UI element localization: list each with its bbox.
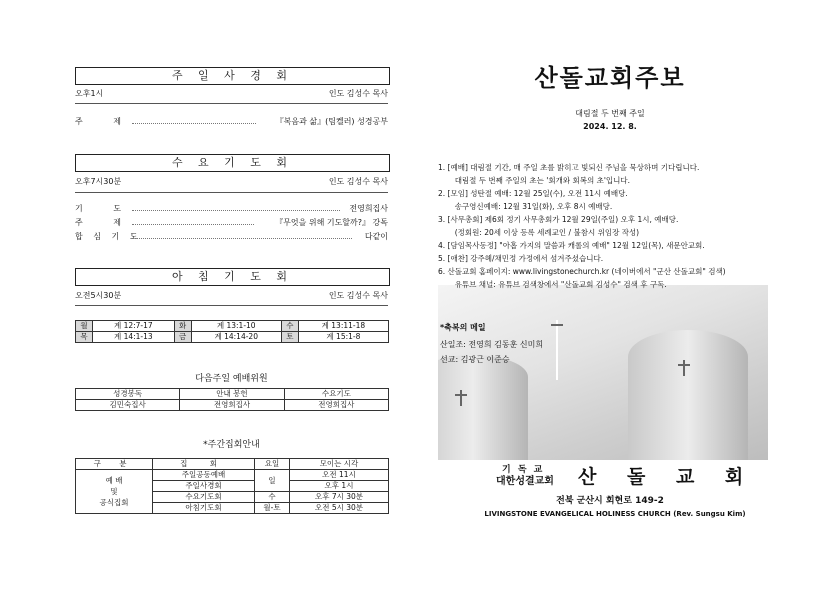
- divider: [75, 305, 388, 306]
- day-cell: 수: [281, 321, 298, 332]
- notice-line[interactable]: 6. 산돌교회 홈페이지: www.livingstonechurch.kr (네이버에서 "군산 산돌교회" 검색): [438, 267, 726, 276]
- value-cell: 전영희집사: [284, 400, 388, 411]
- sunday-theme-value: 『복음과 삶』(팀켈러) 성경공부: [275, 117, 388, 126]
- morning-info: [75, 290, 388, 302]
- leader-dots: [132, 238, 352, 239]
- next-week-table: [75, 388, 389, 411]
- weekly-table: [75, 458, 389, 514]
- header-cell: 요일: [255, 459, 290, 470]
- row-value: 『무엇을 위해 기도할까?』 강독: [275, 218, 388, 227]
- church-address: 전북 군산시 회현로 149-2: [556, 496, 664, 506]
- morning-schedule-table: [75, 320, 389, 343]
- bulletin-title: 산돌교회주보: [534, 63, 686, 92]
- sunday-leader: 인도 김성수 목사: [328, 89, 388, 98]
- leader-dots: [132, 210, 340, 211]
- wednesday-info: [75, 176, 388, 188]
- blessing-title: *축복의 메일: [440, 323, 486, 332]
- row-label: 주 제: [75, 218, 135, 227]
- event-day: 일: [255, 470, 290, 492]
- wednesday-time: 오후7시30분: [75, 177, 122, 186]
- event-day: 수: [255, 492, 290, 503]
- category-cell: 예 배 및 공식집회: [76, 470, 153, 514]
- sunday-title: 주 일 사 경 회: [75, 67, 390, 85]
- table-row: [76, 332, 389, 343]
- sunday-time: 오후1시: [75, 89, 104, 98]
- table-row: [76, 389, 389, 400]
- reading-cell: 계 14:1-13: [93, 332, 175, 343]
- event-time: 오전 11시: [290, 470, 389, 481]
- morning-leader: 인도 김성수 목사: [328, 291, 388, 300]
- day-cell: 금: [174, 332, 191, 343]
- notice-line: 유튜브 채널: 유튜브 검색창에서 "산돌교회 김성수" 검색 후 구독.: [438, 280, 667, 289]
- row-value: 다같이: [364, 232, 388, 241]
- divider: [75, 192, 388, 193]
- day-cell: 화: [174, 321, 191, 332]
- header-cell: 구 분: [76, 459, 153, 470]
- reading-cell: 계 14:14-20: [191, 332, 281, 343]
- notice-line: 대림절 두 번째 주일의 초는 '회개와 회복의 초'입니다.: [438, 176, 631, 185]
- notice-line: 4. [담임목사동정] "아홉 가지의 말씀과 캐롤의 예배" 12월 12일(목), 새문안교회.: [438, 241, 705, 250]
- church-english-name: LIVINGSTONE EVANGELICAL HOLINESS CHURCH (Rev. Sungsu Kim): [484, 510, 746, 518]
- denomination: 대한성결교회: [496, 476, 554, 487]
- notice-line: 2. [모임] 성탄절 예배: 12월 25일(수), 오전 11시 예배당.: [438, 189, 628, 198]
- weekly-title: *주간집회안내: [203, 440, 260, 450]
- cross-icon: [556, 320, 558, 380]
- day-cell: 목: [76, 332, 93, 343]
- blessing-line: 선교: 김광근 이준승: [440, 355, 510, 364]
- day-cell: 월: [76, 321, 93, 332]
- wednesday-row: [75, 217, 388, 229]
- row-label: 합 심 기 도: [75, 232, 142, 241]
- tower-right: [628, 330, 748, 460]
- event-name: 아침기도회: [153, 503, 255, 514]
- event-time: 오후 7시 30분: [290, 492, 389, 503]
- morning-title: 아 침 기 도 회: [75, 268, 390, 286]
- cross-icon: [460, 390, 462, 406]
- church-name: 산 돌 교 회: [578, 466, 756, 488]
- leader-dots: [132, 123, 256, 124]
- cross-icon: [683, 360, 685, 376]
- next-week-title: 다음주일 예배위원: [195, 374, 268, 384]
- bulletin-subtitle: 대림절 두 번째 주일: [575, 109, 645, 118]
- church-photo: [438, 285, 768, 460]
- notice-line: 1. [예배] 대림절 기간, 매 주일 초를 밝히고 빛되신 주님을 묵상하며 기다립니다.: [438, 163, 700, 172]
- sunday-theme-label: 주 제: [75, 117, 135, 126]
- table-row: [76, 470, 389, 481]
- sunday-theme-row: [75, 116, 388, 128]
- tower-left: [438, 355, 528, 460]
- header-cell: 모이는 시각: [290, 459, 389, 470]
- wednesday-row: [75, 203, 388, 215]
- value-cell: 전영희집사: [180, 400, 284, 411]
- wednesday-title: 수 요 기 도 회: [75, 154, 390, 172]
- event-name: 수요기도회: [153, 492, 255, 503]
- blessing-line: 산일조: 전영희 김동훈 신미희: [440, 340, 544, 349]
- event-name: 주일사경회: [153, 481, 255, 492]
- reading-cell: 계 13:1-10: [191, 321, 281, 332]
- header-cell: 성경봉독: [76, 389, 180, 400]
- notice-line: (정회원: 20세 이상 등록 세례교인 / 불참시 위임장 작성): [438, 228, 640, 237]
- morning-time: 오전5시30분: [75, 291, 122, 300]
- sunday-info: [75, 88, 388, 100]
- reading-cell: 계 12:7-17: [93, 321, 175, 332]
- event-time: 오후 1시: [290, 481, 389, 492]
- header-cell: 안내 봉헌: [180, 389, 284, 400]
- day-cell: 토: [281, 332, 298, 343]
- row-label: 기 도: [75, 204, 135, 213]
- table-row: [76, 321, 389, 332]
- leader-dots: [132, 224, 254, 225]
- bulletin-date: 2024. 12. 8.: [583, 122, 637, 131]
- value-cell: 김민숙집사: [76, 400, 180, 411]
- event-time: 오전 5시 30분: [290, 503, 389, 514]
- denomination-top: 기 독 교: [502, 465, 545, 475]
- header-cell: 수요기도: [284, 389, 388, 400]
- notice-line: 송구영신예배: 12월 31일(화), 오후 8시 예배당.: [438, 202, 613, 211]
- event-name: 주일공동예배: [153, 470, 255, 481]
- table-row: [76, 400, 389, 411]
- reading-cell: 계 15:1-8: [298, 332, 388, 343]
- reading-cell: 계 13:11-18: [298, 321, 388, 332]
- event-day: 월-토: [255, 503, 290, 514]
- notice-line: 3. [사무총회] 제6회 정기 사무총회가 12월 29일(주일) 오후 1시, 예배당.: [438, 215, 679, 224]
- table-row: [76, 459, 389, 470]
- wednesday-row: [75, 231, 388, 243]
- row-value: 전영희집사: [349, 204, 388, 213]
- wednesday-leader: 인도 김성수 목사: [328, 177, 388, 186]
- divider: [75, 103, 388, 104]
- notice-line: 5. [애찬] 강주혜/채민정 가정에서 섬겨주셨습니다.: [438, 254, 604, 263]
- header-cell: 집 회: [153, 459, 255, 470]
